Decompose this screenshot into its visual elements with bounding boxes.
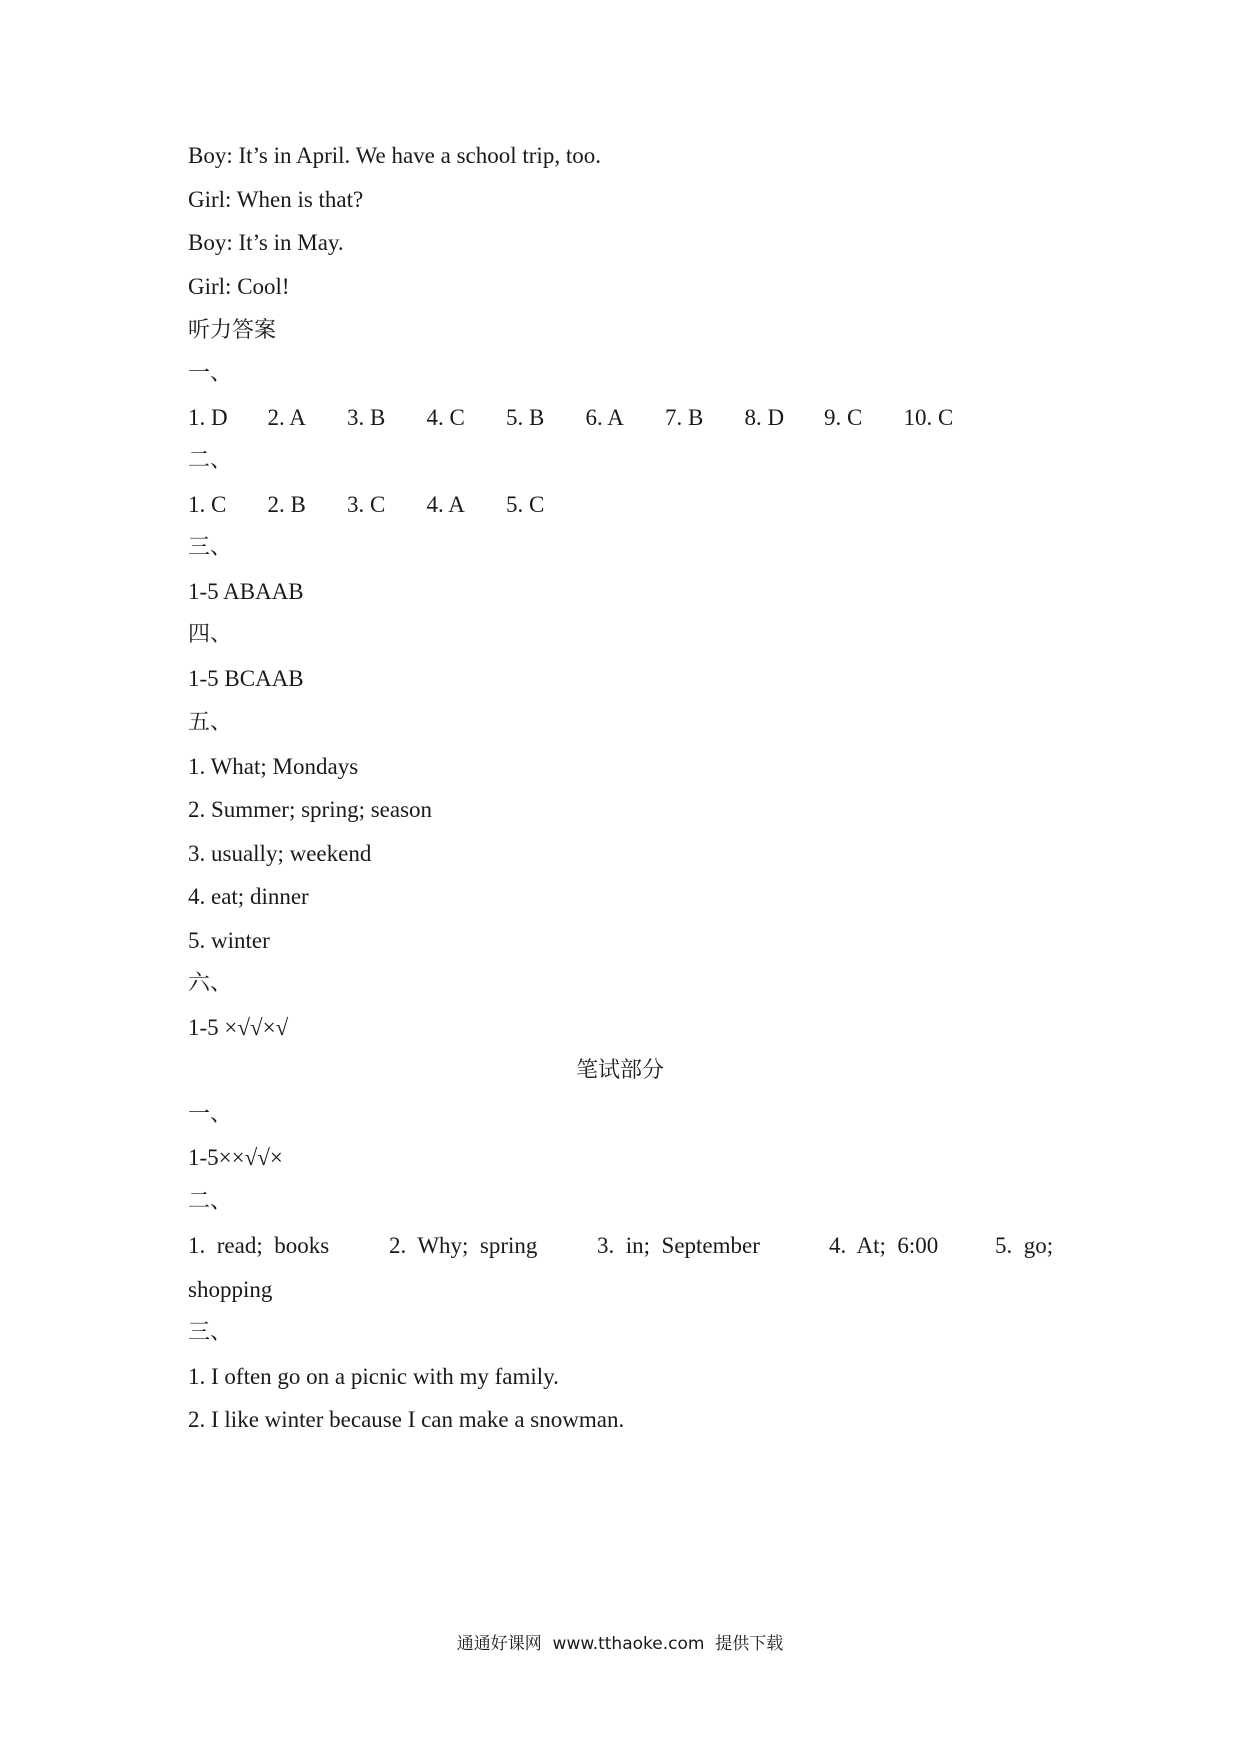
- dialogue-line-3: Boy: It’s in May.: [188, 230, 344, 255]
- listening-section-2-answers: [188, 490, 586, 520]
- page-footer: 通通好课网 www.tthaoke.com 提供下载: [456, 1634, 784, 1654]
- listening-section-3-answer: 1-5 ABAAB: [188, 579, 304, 604]
- answer-item: 3. in; September: [597, 1233, 760, 1258]
- answer-item: 8. D: [744, 405, 785, 430]
- answer-item: 4. At; 6:00: [829, 1233, 939, 1258]
- listening-section-5-answer-2: 2. Summer; spring; season: [188, 797, 433, 822]
- listening-section-2-label: 二、: [188, 448, 233, 473]
- written-section-1-label: 一、: [188, 1102, 233, 1127]
- listening-section-1-label: 一、: [188, 361, 233, 386]
- listening-section-3-label: 三、: [188, 535, 233, 560]
- written-section-3-label: 三、: [188, 1320, 233, 1345]
- answer-item: 1. read; books: [188, 1233, 330, 1258]
- answer-item: 7. B: [665, 405, 704, 430]
- listening-section-6-answer: 1-5 ×√√×√: [188, 1015, 289, 1040]
- dialogue-line-4: Girl: Cool!: [188, 274, 290, 299]
- listening-title: 听力答案: [188, 318, 277, 343]
- answer-item: 3. C: [347, 492, 386, 517]
- answer-item: 2. A: [267, 405, 306, 430]
- listening-section-1-answers: [188, 403, 983, 433]
- written-section-2-line-2: shopping: [188, 1277, 273, 1302]
- answer-item: 3. B: [347, 405, 386, 430]
- listening-section-5-answer-4: 4. eat; dinner: [188, 884, 309, 909]
- listening-section-5-answer-1: 1. What; Mondays: [188, 754, 359, 779]
- answer-item: 9. C: [824, 405, 863, 430]
- written-section-3-answer-2: 2. I like winter because I can make a snowman.: [188, 1407, 625, 1432]
- answer-item: 2. Why; spring: [389, 1233, 538, 1258]
- dialogue-line-2: Girl: When is that?: [188, 187, 364, 212]
- written-title: 笔试部分: [575, 1058, 664, 1083]
- answer-item: 5. B: [506, 405, 545, 430]
- answer-item: 10. C: [903, 405, 954, 430]
- dialogue-line-1: Boy: It’s in April. We have a school trip, too.: [188, 143, 601, 168]
- answer-item: 5. C: [506, 492, 545, 517]
- answer-item: 4. C: [426, 405, 465, 430]
- written-section-2-label: 二、: [188, 1189, 233, 1214]
- answer-item: 4. A: [426, 492, 465, 517]
- answer-item: 2. B: [267, 492, 306, 517]
- listening-section-5-answer-5: 5. winter: [188, 928, 270, 953]
- answer-item: 1. C: [188, 492, 227, 517]
- listening-section-5-label: 五、: [188, 710, 233, 735]
- answer-item: 1. D: [188, 405, 228, 430]
- listening-section-5-answer-3: 3. usually; weekend: [188, 841, 372, 866]
- written-section-1-answer: 1-5××√√×: [188, 1145, 283, 1170]
- listening-section-6-label: 六、: [188, 971, 233, 996]
- answer-item: 6. A: [585, 405, 624, 430]
- listening-section-4-answer: 1-5 BCAAB: [188, 666, 304, 691]
- answer-item: 5. go;: [995, 1233, 1054, 1258]
- written-section-2-line-1: [188, 1231, 1053, 1261]
- listening-section-4-label: 四、: [188, 622, 233, 647]
- written-section-3-answer-1: 1. I often go on a picnic with my family.: [188, 1364, 559, 1389]
